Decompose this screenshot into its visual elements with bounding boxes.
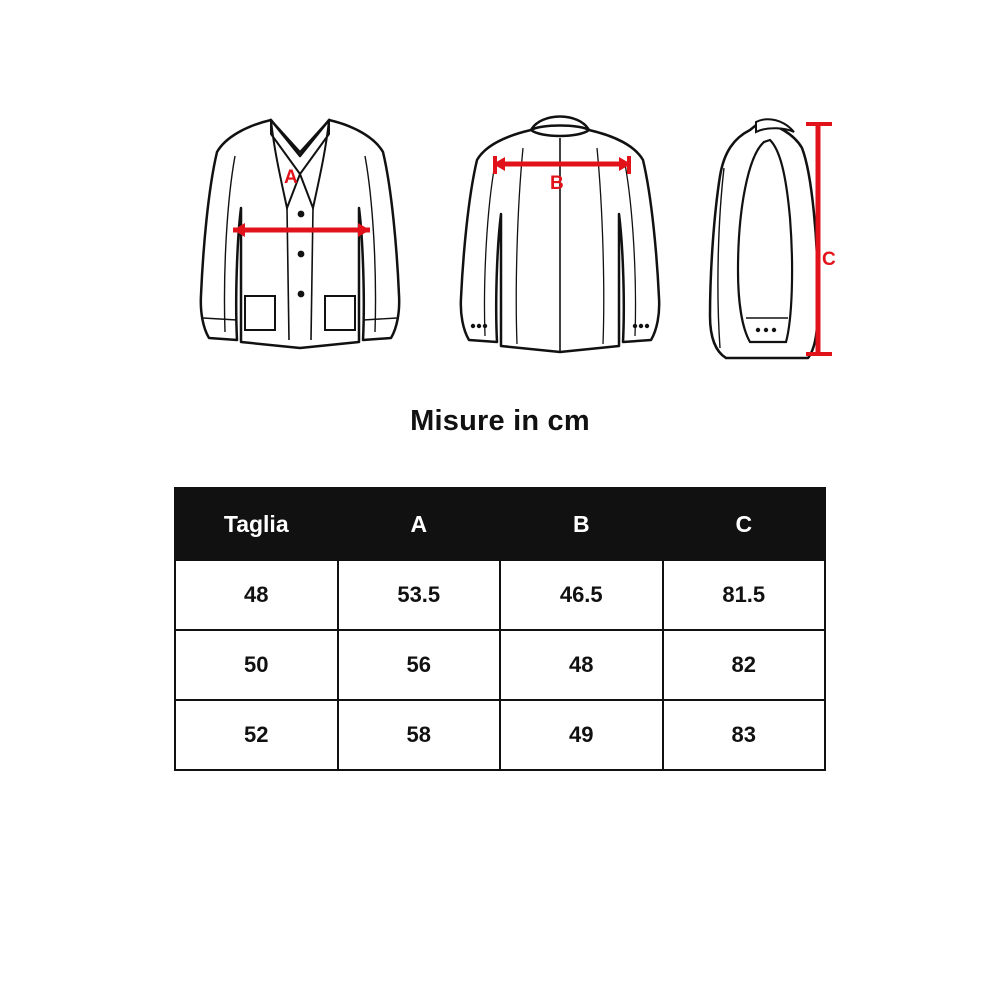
column-header-taglia: Taglia <box>175 488 338 560</box>
cell-b: 49 <box>500 700 663 770</box>
cell-a: 58 <box>338 700 501 770</box>
front-jacket-icon <box>175 90 425 380</box>
back-jacket-illustration <box>435 90 685 380</box>
cell-b: 46.5 <box>500 560 663 630</box>
size-table-body <box>175 560 825 770</box>
measure-marker-c: C <box>822 249 836 270</box>
cell-c: 81.5 <box>663 560 826 630</box>
cell-taglia: 48 <box>175 560 338 630</box>
cell-taglia: 52 <box>175 700 338 770</box>
measure-marker-b: B <box>550 173 564 194</box>
column-header-a: A <box>338 488 501 560</box>
measure-marker-a: A <box>284 167 298 188</box>
column-header-c: C <box>663 488 826 560</box>
cell-b: 48 <box>500 630 663 700</box>
table-row <box>175 630 825 700</box>
table-row <box>175 560 825 630</box>
size-table-head <box>175 488 825 560</box>
cell-taglia: 50 <box>175 630 338 700</box>
cell-a: 56 <box>338 630 501 700</box>
cell-a: 53.5 <box>338 560 501 630</box>
cell-c: 82 <box>663 630 826 700</box>
column-header-b: B <box>500 488 663 560</box>
side-jacket-illustration <box>690 90 870 380</box>
cell-c: 83 <box>663 700 826 770</box>
side-jacket-icon <box>690 90 870 380</box>
size-table <box>174 487 826 771</box>
measurement-units-caption: Misure in cm <box>410 405 590 437</box>
table-header-row <box>175 488 825 560</box>
table-row <box>175 700 825 770</box>
back-jacket-icon <box>435 90 685 380</box>
front-jacket-illustration <box>175 90 425 380</box>
size-table-container <box>174 487 826 771</box>
jacket-illustrations <box>0 90 1000 380</box>
